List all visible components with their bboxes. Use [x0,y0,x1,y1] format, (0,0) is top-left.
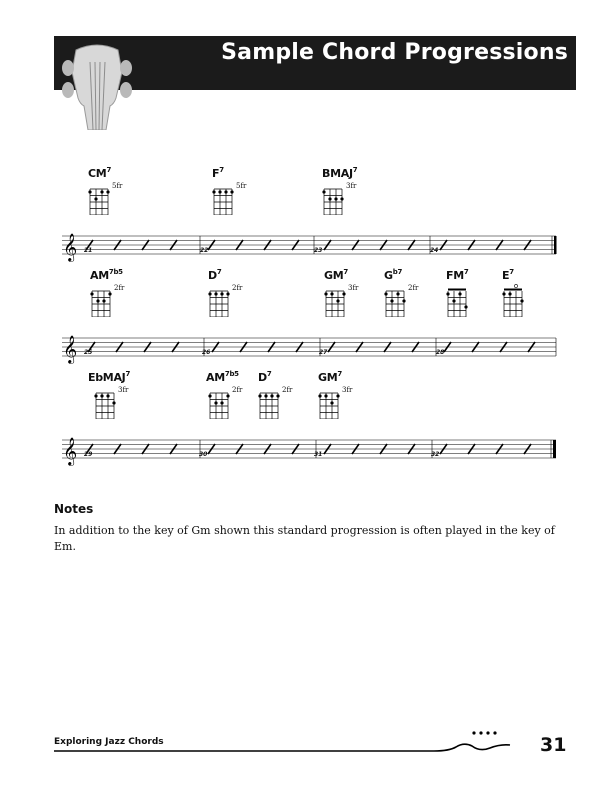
chord-grid [208,283,230,317]
chord-diagram [384,268,444,328]
chord-name: $GM^7$ [318,370,342,384]
footer-book-title: Exploring Jazz Chords [54,737,164,747]
chord-name: $G^{b7}$ [384,268,403,282]
measure-number: 25 [84,349,93,356]
chord-grid [258,385,280,419]
measure-number: 21 [84,247,93,254]
chord-grid [502,283,524,317]
fret-position-label: 2fr [408,284,419,292]
page-number: 31 [540,734,567,756]
measure-number: 24 [430,247,439,254]
chord-grid [212,181,234,215]
chord-diagram [212,166,272,226]
svg-text:𝄞: 𝄞 [63,233,78,261]
chord-diagram [446,268,506,328]
fret-position-label: 5fr [112,182,123,190]
chord-name: $F^7$ [212,166,224,180]
chord-name: $D^7$ [258,370,272,384]
measure-number: 30 [199,451,208,458]
fret-position-label: 2fr [232,284,243,292]
fret-position-label: 5fr [236,182,247,190]
measure-number: 28 [436,349,445,356]
chord-name: $CM^7$ [88,166,112,180]
measure-number: 23 [314,247,323,254]
chord-name: $D^7$ [208,268,222,282]
fret-position-label: 3fr [346,182,357,190]
ukulele-headstock-icon [60,42,134,130]
system-3 [62,370,562,490]
chord-diagram [258,370,318,430]
fret-position-label: 2fr [282,386,293,394]
chord-diagram [318,370,378,430]
chord-grid [324,283,346,317]
fret-position-label: 2fr [232,386,243,394]
fret-position-label: 3fr [342,386,353,394]
chord-grid [94,385,116,419]
chord-diagram [324,268,384,328]
chord-name: $AM^{7b5}$ [90,268,123,282]
notes-body: In addition to the key of Gm shown this standard progression is often played in the key of Em. [54,524,555,553]
svg-text:𝄞: 𝄞 [63,437,78,465]
chord-diagram [322,166,382,226]
measure-number: 29 [84,451,93,458]
page-title: Sample Chord Progressions [221,40,568,65]
chord-name: $E^7$ [502,268,514,282]
chord-diagram [502,268,562,328]
fret-position-label: 2fr [114,284,125,292]
footer-guitar-neck-line [54,740,546,760]
fret-position-label: 3fr [118,386,129,394]
rhythm-staff [62,422,562,482]
chord-name: $GM^7$ [324,268,348,282]
chord-diagram [206,370,266,430]
svg-text:𝄞: 𝄞 [63,335,78,363]
chord-grid [318,385,340,419]
measure-number: 31 [314,451,323,458]
measure-number: 27 [319,349,328,356]
chord-grid [446,283,468,317]
notes-heading: Notes [54,502,94,516]
chord-diagram [88,370,148,430]
chord-grid [384,283,406,317]
chord-diagram [88,166,148,226]
chord-name: $FM^7$ [446,268,469,282]
chord-diagram [90,268,150,328]
measure-number: 26 [202,349,211,356]
chord-name: $AM^{7b5}$ [206,370,239,384]
chord-grid [208,385,230,419]
footer-dots-icon [470,729,500,737]
chord-name: BMAJ$^7$ [322,166,358,180]
chord-grid [322,181,344,215]
chord-name: EbMAJ$^7$ [88,370,131,384]
measure-number: 22 [200,247,209,254]
measure-number: 32 [431,451,440,458]
chord-grid [90,283,112,317]
fret-position-label: 3fr [348,284,359,292]
chord-diagram [208,268,268,328]
chord-grid [88,181,110,215]
